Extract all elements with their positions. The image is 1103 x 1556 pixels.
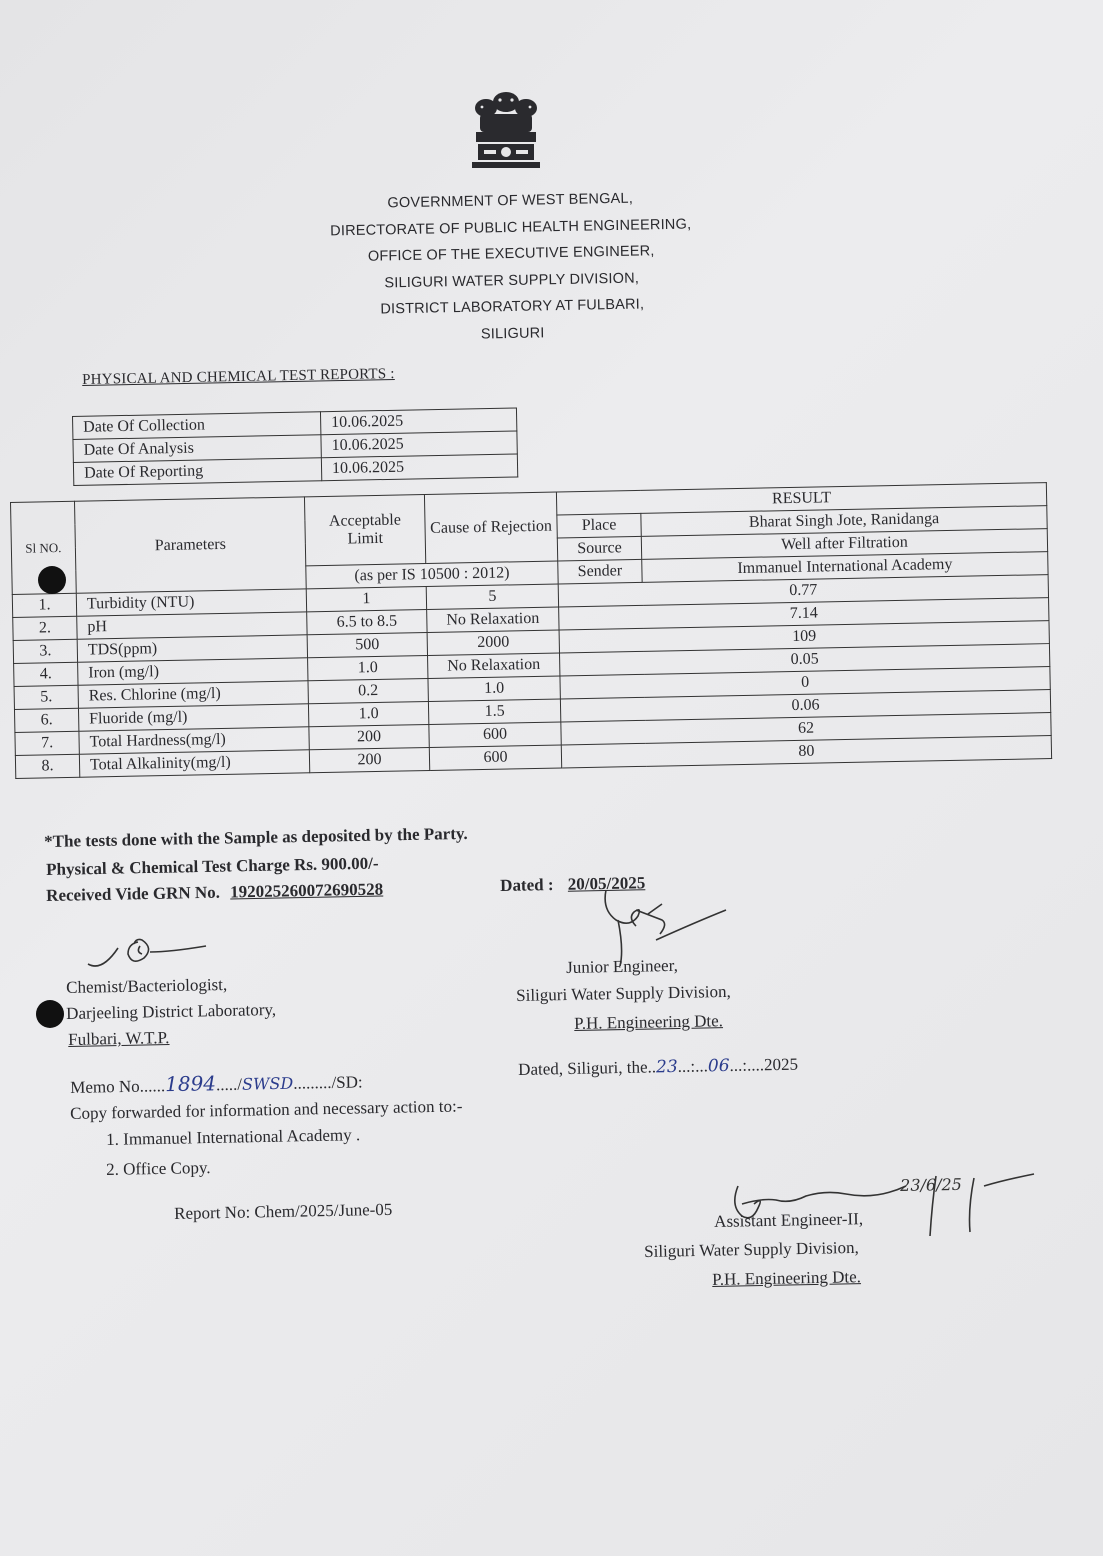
result-value: 109	[559, 621, 1049, 653]
assistant-sign-date: 23/6/25	[900, 1174, 963, 1195]
result-value: 0.06	[560, 690, 1050, 722]
acceptable-limit: 200	[309, 725, 429, 750]
acceptable-limit: 1.0	[308, 702, 428, 727]
result-value: 62	[561, 713, 1051, 745]
parameter-name: Fluoride (mg/l)	[78, 704, 308, 731]
chemist-location: Fulbari, W.T.P.	[68, 1028, 170, 1049]
memo-prefix: Memo No......	[70, 1076, 166, 1097]
date-value: 10.06.2025	[321, 454, 517, 481]
memo-year: 2025	[763, 1054, 799, 1075]
grn-line	[46, 878, 458, 906]
source-label: Source	[557, 536, 641, 561]
parameter-name: Iron (mg/l)	[78, 658, 308, 685]
report-number: Report No: Chem/2025/June-05	[174, 1199, 393, 1223]
memo-suffix: ........./SD:	[293, 1072, 363, 1093]
date-label: Date Of Collection	[73, 412, 321, 440]
result-value: 0	[560, 667, 1050, 699]
dates-table	[72, 407, 518, 486]
dated-value: 20/05/2025	[567, 873, 646, 894]
row-number: 2.	[13, 616, 77, 640]
parameter-name: TDS(ppm)	[77, 635, 307, 662]
parameter-name: Total Hardness(mg/l)	[79, 727, 309, 754]
parameter-name: pH	[77, 612, 307, 639]
parameter-name: Res. Chlorine (mg/l)	[78, 681, 308, 708]
parameter-name: Total Alkalinity(mg/l)	[79, 750, 309, 777]
memo-month: 06	[707, 1055, 730, 1077]
rejection-limit: No Relaxation	[427, 607, 559, 633]
date-value: 10.06.2025	[321, 431, 517, 458]
memo-mid: ...../	[215, 1074, 243, 1095]
acceptable-limit: 6.5 to 8.5	[307, 610, 427, 635]
row-number: 6.	[14, 708, 78, 732]
rejection-limit: 600	[429, 722, 561, 748]
rejection-limit: 1.5	[428, 699, 560, 725]
header-line: DIRECTORATE OF PUBLIC HEALTH ENGINEERING,	[330, 215, 692, 239]
source-value: Well after Filtration	[641, 529, 1047, 560]
result-header: RESULT	[556, 483, 1046, 515]
memo-number: 1894	[164, 1071, 217, 1097]
results-table	[10, 482, 1052, 779]
row-number: 1.	[12, 593, 76, 617]
rejection-limit: 2000	[427, 630, 559, 656]
junior-engineer-dept: P.H. Engineering Dte.	[574, 1011, 724, 1033]
row-number: 5.	[14, 685, 78, 709]
rejection-limit: No Relaxation	[428, 653, 560, 679]
assistant-engineer-signature	[724, 1166, 1044, 1246]
result-value: 80	[561, 736, 1051, 768]
parameters-header: Parameters	[74, 497, 306, 593]
result-value: 7.14	[559, 598, 1049, 630]
row-number: 8.	[15, 754, 79, 778]
row-number: 7.	[15, 731, 79, 755]
rejection-limit: 1.0	[428, 676, 560, 702]
row-number: 4.	[14, 662, 78, 686]
copy-heading: Copy forwarded for information and necessary action to:-	[70, 1096, 463, 1123]
rejection-limit: 5	[426, 584, 558, 610]
sender-value: Immanuel International Academy	[642, 552, 1048, 583]
result-value: 0.77	[558, 575, 1048, 607]
test-charge: Physical & Chemical Test Charge Rs. 900.00/-	[46, 853, 379, 879]
junior-engineer-title: Junior Engineer,	[566, 955, 679, 977]
row-number: 3.	[13, 639, 77, 663]
junior-engineer-division: Siliguri Water Supply Division,	[516, 981, 731, 1005]
memo-sep: ...:...	[677, 1056, 709, 1076]
parameter-name: Turbidity (NTU)	[76, 589, 306, 616]
sender-label: Sender	[558, 559, 642, 584]
memo-dated-prefix: Dated, Siliguri, the..	[518, 1057, 657, 1079]
rejection-limit: 600	[429, 745, 561, 771]
memo-line	[70, 1068, 363, 1098]
punch-hole	[36, 1000, 64, 1028]
assistant-engineer-title: Assistant Engineer-II,	[714, 1209, 864, 1231]
header-line: DISTRICT LABORATORY AT FULBARI,	[380, 296, 645, 318]
sample-note: *The tests done with the Sample as deposited by the Party.	[44, 823, 468, 851]
header-line: SILIGURI WATER SUPPLY DIVISION,	[384, 270, 640, 291]
memo-day: 23	[655, 1056, 678, 1078]
cause-of-rejection-header: Cause of Rejection	[424, 492, 557, 564]
header-line: OFFICE OF THE EXECUTIVE ENGINEER,	[367, 243, 655, 265]
date-label: Date Of Analysis	[73, 435, 321, 463]
chemist-title: Chemist/Bacteriologist,	[66, 974, 228, 997]
acceptable-limit: 1	[306, 587, 426, 612]
copy-item: 1. Immanuel International Academy .	[106, 1125, 361, 1149]
report-title: PHYSICAL AND CHEMICAL TEST REPORTS :	[82, 365, 395, 388]
standard-note: (as per IS 10500 : 2012)	[306, 561, 558, 589]
acceptable-limit: 500	[307, 633, 427, 658]
result-value: 0.05	[559, 644, 1049, 676]
grn-value: 192025260072690528	[229, 879, 384, 902]
office-header	[300, 184, 723, 351]
date-label: Date Of Reporting	[73, 458, 321, 486]
national-emblem-icon	[466, 88, 546, 174]
memo-sep: ...:....	[729, 1055, 765, 1075]
place-value: Bharat Singh Jote, Ranidanga	[641, 506, 1047, 537]
memo-date-line	[518, 1055, 798, 1080]
acceptable-limit: 0.2	[308, 679, 428, 704]
acceptable-limit: 1.0	[308, 656, 428, 681]
header-line: SILIGURI	[480, 324, 545, 343]
dated-label: Dated :	[500, 874, 554, 895]
acceptable-limit: 200	[309, 747, 429, 772]
sl-no-header: Sl NO.	[11, 501, 77, 594]
copy-item: 2. Office Copy.	[106, 1157, 211, 1179]
date-value: 10.06.2025	[320, 408, 516, 435]
place-label: Place	[557, 513, 641, 538]
acceptable-limit-header: Acceptable Limit	[304, 495, 425, 566]
assistant-engineer-division: Siliguri Water Supply Division,	[644, 1237, 859, 1261]
assistant-engineer-dept: P.H. Engineering Dte.	[712, 1267, 862, 1289]
grn-label: Received Vide GRN No.	[46, 882, 221, 905]
chemist-lab: Darjeeling District Laboratory,	[66, 999, 277, 1023]
header-line: GOVERNMENT OF WEST BENGAL,	[387, 190, 634, 212]
chemist-signature	[80, 912, 220, 982]
punch-hole	[38, 566, 66, 594]
memo-code: SWSD	[241, 1073, 294, 1094]
